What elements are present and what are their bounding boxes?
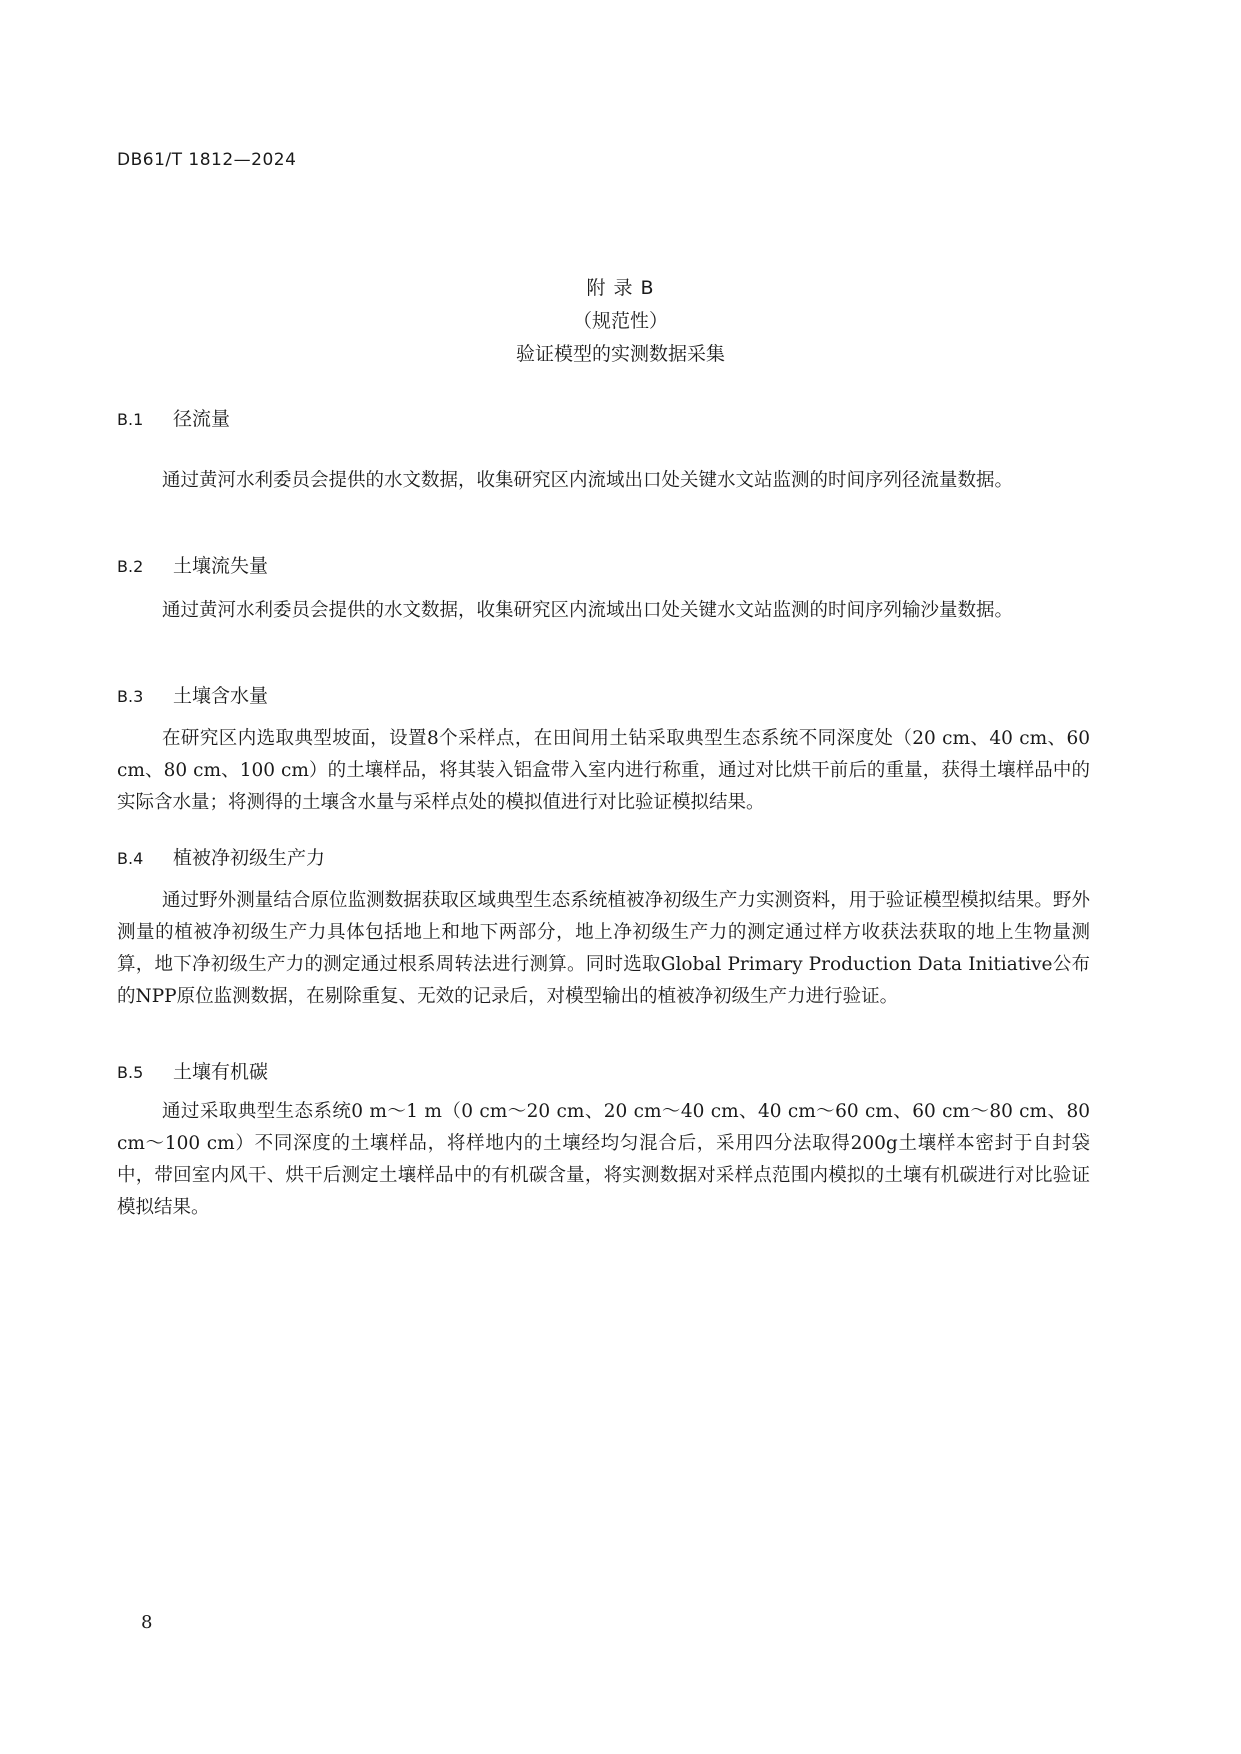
section-paragraph-b2: 通过黄河水利委员会提供的水文数据，收集研究区内流域出口处关键水文站监测的时间序列输沙量数据。 — [162, 600, 1014, 621]
appendix-title: 验证模型的实测数据采集 — [515, 343, 725, 365]
section-heading-b2 — [117, 551, 268, 578]
section-paragraph-b1: 通过黄河水利委员会提供的水文数据，收集研究区内流域出口处关键水文站监测的时间序列径流量数据。 — [162, 470, 1014, 491]
section-number: B.5 — [117, 1063, 144, 1082]
section-heading-b3 — [117, 681, 268, 708]
appendix-nature: （规范性） — [572, 310, 668, 332]
page-number: 8 — [141, 1612, 153, 1633]
section-number: B.1 — [117, 410, 144, 429]
section-title: 植被净初级生产力 — [173, 847, 326, 869]
section-title: 土壤流失量 — [173, 555, 269, 577]
section-title: 土壤有机碳 — [173, 1061, 269, 1083]
section-paragraph-b5: 通过采取典型生态系统0 m～1 m（0 cm～20 cm、20 cm～40 cm、40 cm～60 cm、60 cm～80 cm、80 cm～100 cm）不同深度的土壤样品，将样地内的土壤经均匀混合后，采用四分法取得200g土壤样本密封于自封袋中，带回室内风干、烘干后测定土壤样品中的有机碳含量，将实测数据对采样点范围内模拟的土壤有机碳进行对比验证模拟结果。 — [117, 1101, 1090, 1218]
section-number: B.3 — [117, 687, 144, 706]
appendix-label: 附 录 B — [586, 277, 655, 299]
section-title: 土壤含水量 — [173, 685, 269, 707]
section-title: 径流量 — [173, 408, 231, 430]
section-number: B.4 — [117, 849, 144, 868]
section-number: B.2 — [117, 557, 144, 576]
section-heading-b5 — [117, 1057, 268, 1084]
document-code: DB61/T 1812—2024 — [117, 150, 297, 170]
section-paragraph-b4: 通过野外测量结合原位监测数据获取区域典型生态系统植被净初级生产力实测资料，用于验证模型模拟结果。野外测量的植被净初级生产力具体包括地上和地下两部分，地上净初级生产力的测定通过样方收获法获取的地上生物量测算，地下净初级生产力的测定通过根系周转法进行测算。同时选取Global Primary Production Data Initiative公布的NPP原位监测数据，在剔除重复、无效的记录后，对模型输出的植被净初级生产力进行验证。 — [117, 890, 1090, 1007]
section-heading-b1 — [117, 404, 230, 431]
section-paragraph-b3: 在研究区内选取典型坡面，设置8个采样点，在田间用土钻采取典型生态系统不同深度处（20 cm、40 cm、60 cm、80 cm、100 cm）的土壤样品，将其装入铝盒带入室内进行称重，通过对比烘干前后的重量，获得土壤样品中的实际含水量；将测得的土壤含水量与采样点处的模拟值进行对比验证模拟结果。 — [117, 728, 1090, 813]
section-heading-b4 — [117, 843, 325, 870]
